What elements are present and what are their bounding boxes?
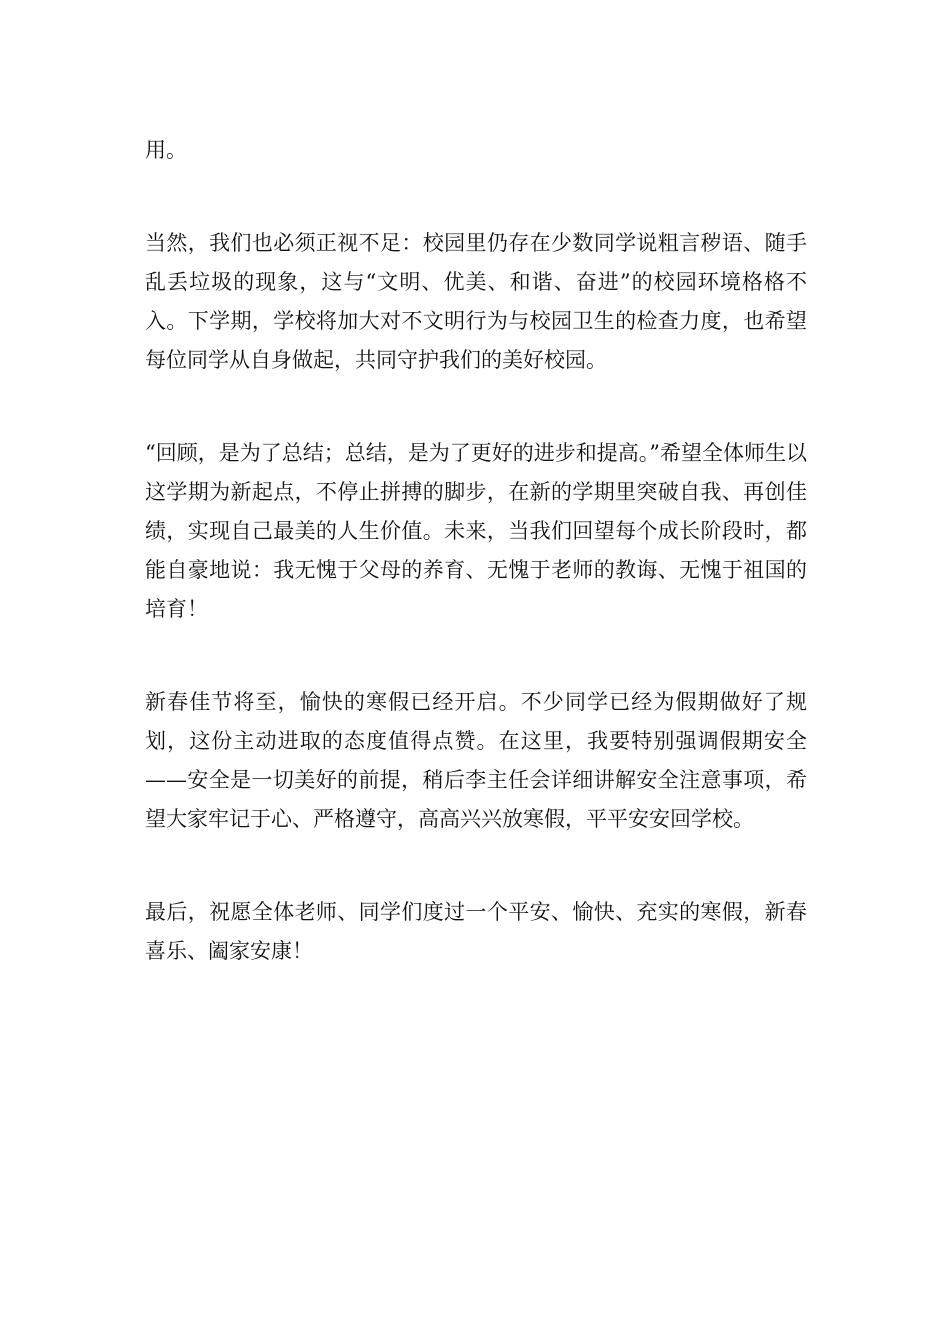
paragraph-review-summary: “回顾，是为了总结；总结，是为了更好的进步和提高。”希望全体师生以这学期为新起点，不停止拼搏的脚步，在新的学期里突破自我、再创佳绩，实现自己最美的人生价值。未来，当我们回望每个成长阶段时，都能自豪地说：我无愧于父母的养育、无愧于老师的教诲、无愧于祖国的培育！ <box>145 441 807 621</box>
paragraph-continuation: 用。 <box>145 138 187 162</box>
paragraph-closing-wishes: 最后，祝愿全体老师、同学们度过一个平安、愉快、充实的寒假，新春喜乐、阖家安康！ <box>145 900 807 963</box>
document-body <box>145 131 807 971</box>
paragraph-shortcomings: 当然，我们也必须正视不足：校园里仍存在少数同学说粗言秽语、随手乱丢垃圾的现象，这与“文明、优美、和谐、奋进”的校园环境格格不入。下学期，学校将加大对不文明行为与校园卫生的检查力度，也希望每位同学从自身做起，共同守护我们的美好校园。 <box>145 231 807 372</box>
paragraph-holiday-safety: 新春佳节将至，愉快的寒假已经开启。不少同学已经为假期做好了规划，这份主动进取的态度值得点赞。在这里，我要特别强调假期安全——安全是一切美好的前提，稍后李主任会详细讲解安全注意事项，希望大家牢记于心、严格遵守，高高兴兴放寒假，平平安安回学校。 <box>145 690 807 831</box>
